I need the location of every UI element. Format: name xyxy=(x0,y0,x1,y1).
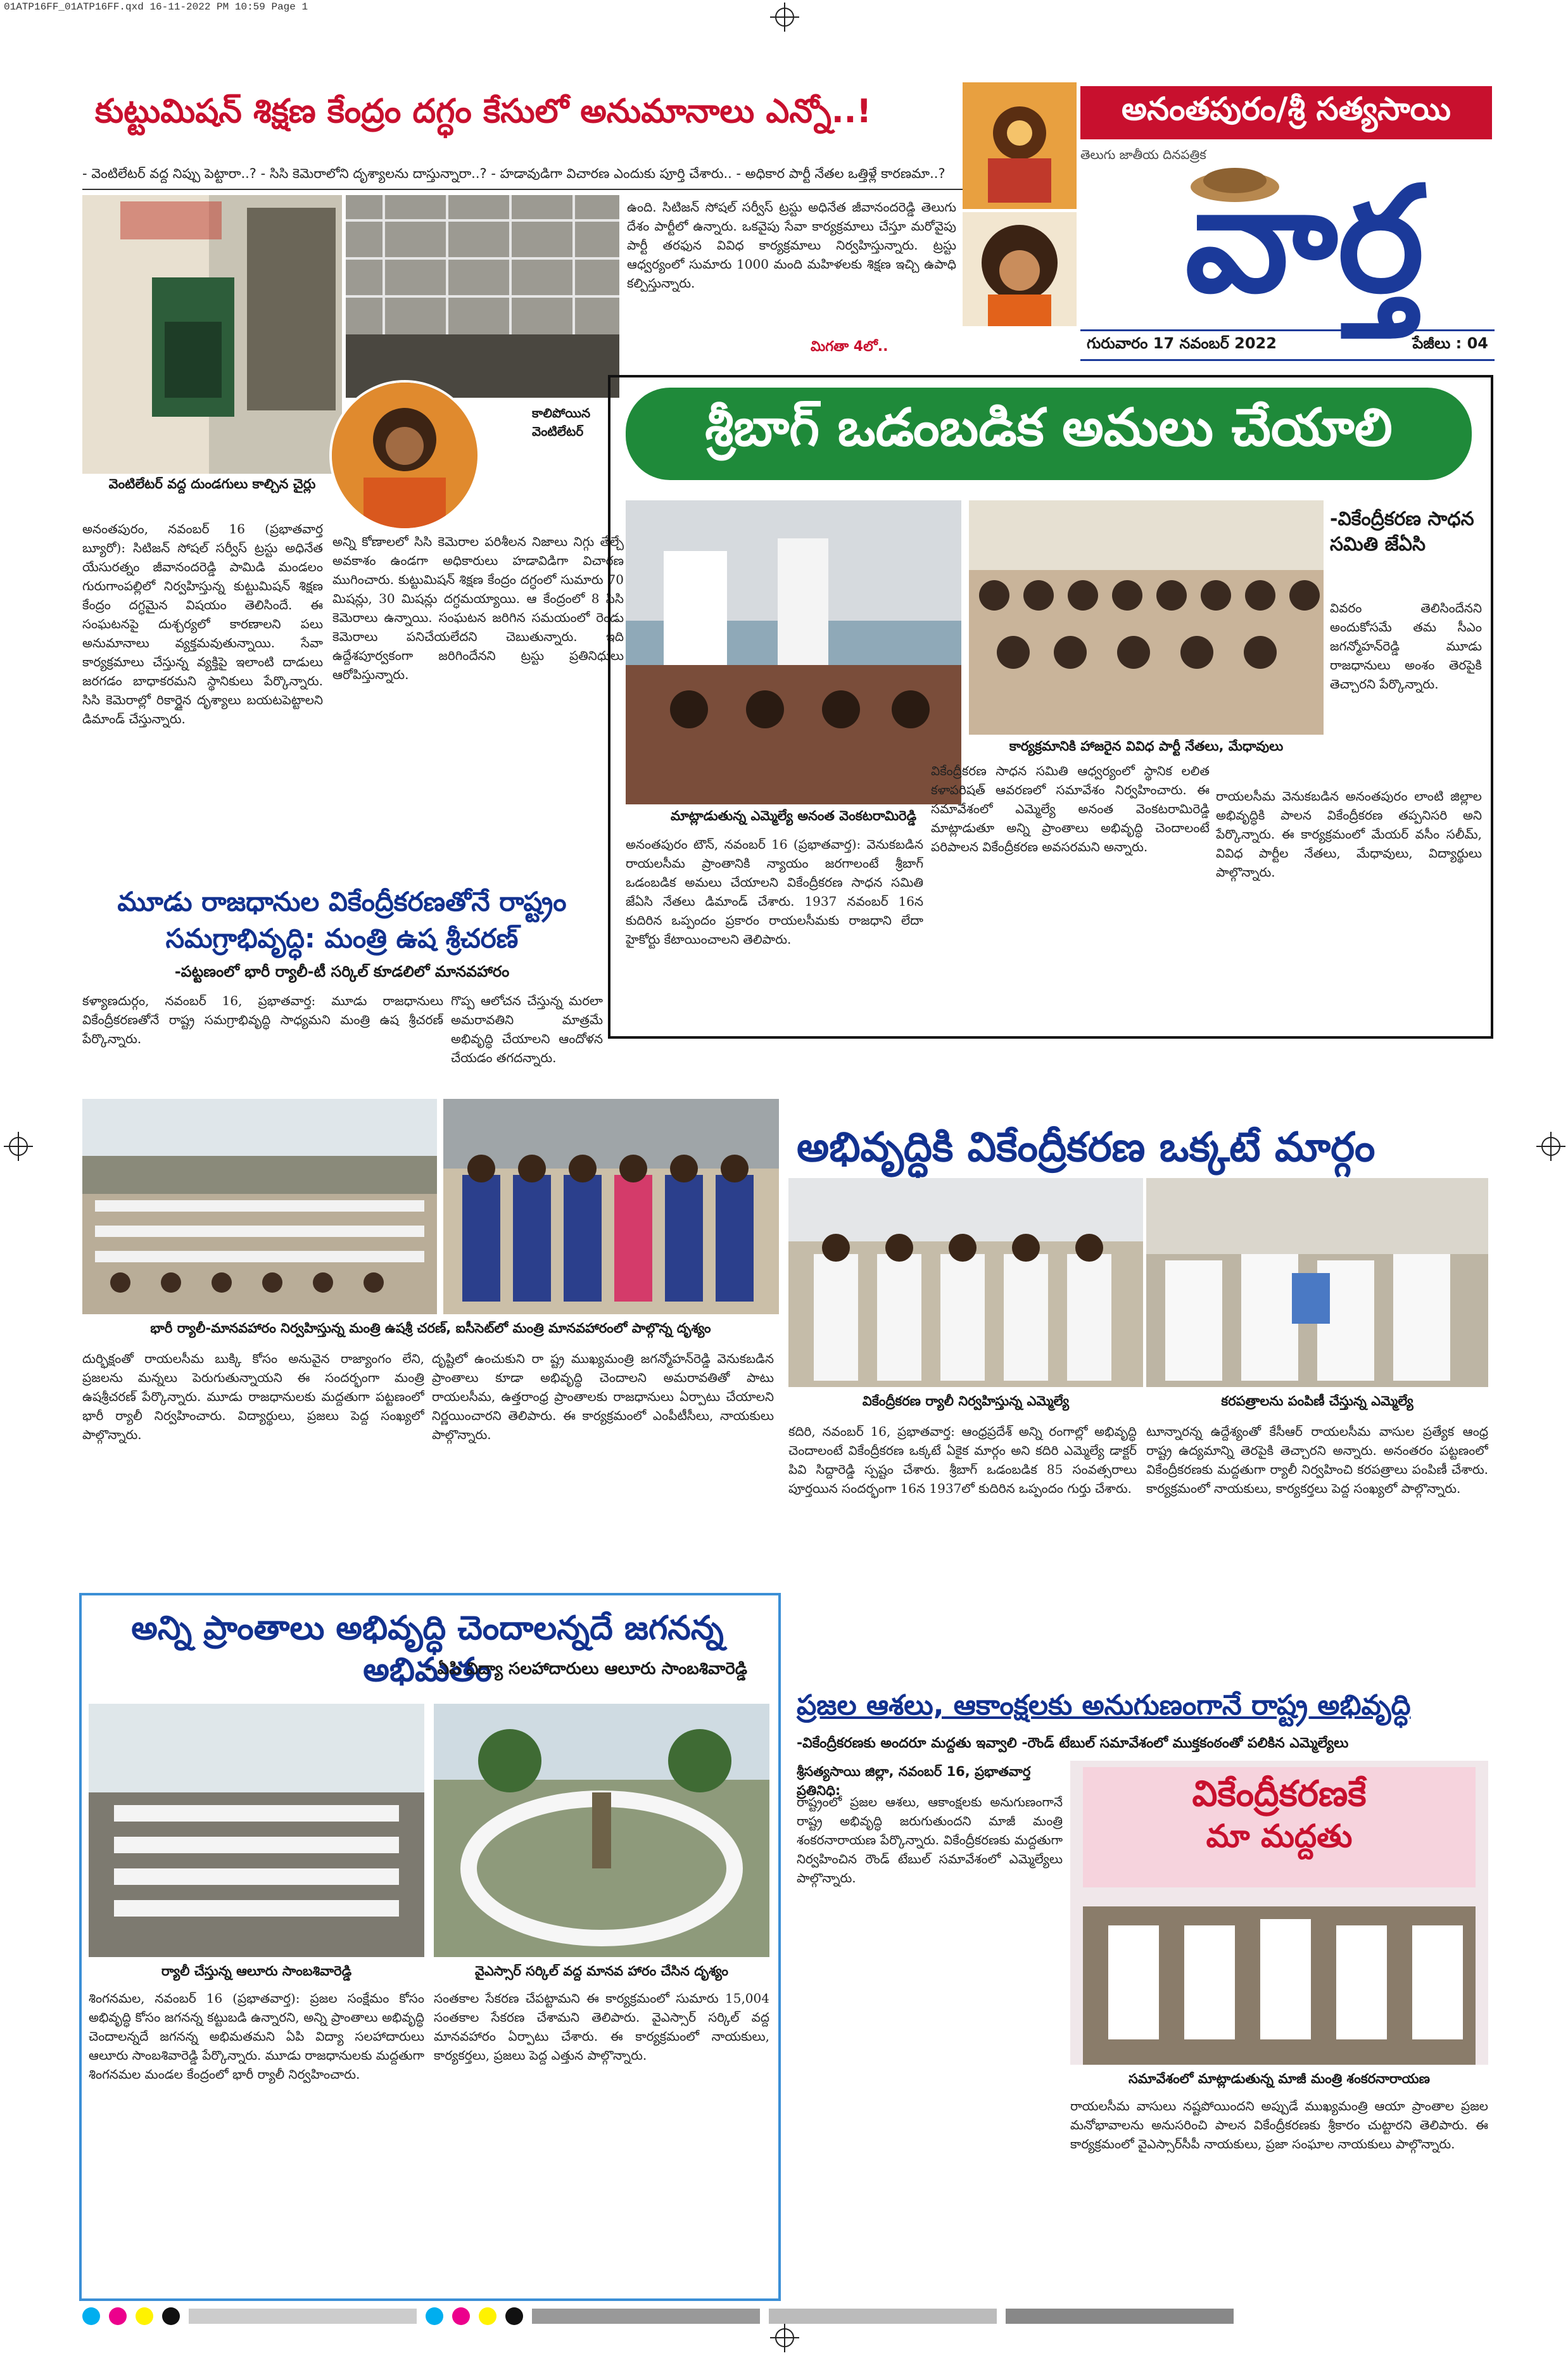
story2-intro: వివరం తెలిసిందేనని అందుకోసమే తమ సీఎం జగన్మోహన్‌రెడ్డి మూడు రాజధానులు అంశం తెరపైకి తెచ్చారని పేర్కొన్నారు. xyxy=(1330,600,1482,692)
sai-baba-photo xyxy=(963,212,1077,326)
story1-portrait xyxy=(329,380,480,531)
story4-headline: అభివృద్ధికి వికేంద్రీకరణ ఒక్కటే మార్గం xyxy=(797,1124,1375,1171)
story3-photo-caption: భారీ ర్యాలీ-మానవహారం నిర్వహిస్తున్న మంత్రి ఉషశ్రీ చరణ్, ఐసీసెట్‌లో మంత్రి మానవహారంలో పాల్గొన్న దృశ్యం xyxy=(150,1321,711,1336)
story2-headline: శ్రీబాగ్ ఒడంబడిక అమలు చేయాలి xyxy=(705,397,1393,458)
story3-subhead: -పట్టణంలో భారీ ర్యాలీ-టీ సర్కిల్ కూడలిలో మానవహారం xyxy=(174,963,510,980)
registration-mark xyxy=(1541,1137,1560,1156)
gray-bar xyxy=(1006,2309,1234,2324)
story3-headline: మూడు రాజధానుల వికేంద్రీకరణతోనే రాష్ట్రం సమగ్రాభివృద్ధి: మంత్రి ఉష శ్రీచరణ్ xyxy=(117,886,567,954)
registration-mark xyxy=(9,1137,28,1156)
color-swatch xyxy=(452,2307,470,2325)
story1-column-1: అనంతపురం, నవంబర్ 16 (ప్రభాతవార్త బ్యూరో): సిటిజన్ సోషల్ సర్వీస్ ట్రస్టు అధినేత యేసురత్నం జీవానందరెడ్డి పామిడి మండలం గురుగాంపల్లిలో నిర్వహిస్తున్న కుట్టుమిషన్ శిక్షణ కేంద్రం దగ్ధమైన విషయం తెలిసిందే. ఈ సంఘటనపై దుశ్చర్యలో కారణాలని పలు అనుమానాలు వ్యక్తమవుతున్నాయి. సేవా కార్యక్రమాలు చేస్తున్న వ్యక్తిపై ఇలాంటి దాడులు జరగడం బాధాకరమని స్థానికులు పేర్కొన్నారు. సిసి కెమెరాల్లో రికార్డైన దృశ్యాలు బయటపెట్టాలని డిమాండ్ చేస్తున్నారు. xyxy=(82,521,323,726)
color-swatch xyxy=(82,2307,100,2325)
color-swatch xyxy=(109,2307,127,2325)
story5-headline: అన్ని ప్రాంతాలు అభివృద్ధి చెందాలన్నదే జగనన్న అభిమతం xyxy=(131,1609,724,1689)
story6-photo-caption: సమావేశంలో మాట్లాడుతున్న మాజీ మంత్రి శంకరనారాయణ xyxy=(1128,2071,1431,2086)
issue-date: గురువారం 17 నవంబర్ 2022 xyxy=(1087,334,1277,352)
color-swatch xyxy=(426,2307,443,2325)
story5-column-2: సంతకాల సేకరణ చేపట్టామని ఈ కార్యక్రమంలో సుమారు 15,004 సంతకాల సేకరణ చేశామని తెలిపారు. వైఎస్సార్ సర్కిల్ వద్ద మానవహారం ఏర్పాటు చేశారు. ఈ కార్యక్రమంలో నాయకులు, కార్యకర్తలు, ప్రజలు పెద్ద ఎత్తున పాల్గొన్నారు. xyxy=(434,1991,769,2063)
story1-subhead: - వెంటిలేటర్ వద్ద నిప్పు పెట్టారా..? - సిసి కెమెరాలోని దృశ్యాలను దాస్తున్నారా..? - హడావుడిగా విచారణ ఎందుకు పూర్తి చేశారు.. - అధికార పార్టీ నేతల ఒత్తిళ్లే కారణమా..? xyxy=(82,166,945,181)
story2-column-3: రాయలసీమ వెనుకబడిన అనంతపురం లాంటి జిల్లాల అభివృద్ధికి పాలన వికేంద్రీకరణ తప్పనిసరి అని పేర్కొన్నారు. ఈ కార్యక్రమంలో మేయర్ వసీం సలీమ్, వివిధ పార్టీల నేతలు, మేధావులు, విద్యార్థులు పాల్గొన్నారు. xyxy=(1216,789,1482,880)
story3-photo-rally xyxy=(82,1099,437,1314)
story6-column-1: రాష్ట్రంలో ప్రజల ఆశలు, ఆకాంక్షలకు అనుగుణంగానే రాష్ట్ర అభివృద్ధి జరుగుతుందని మాజీ మంత్రి శంకరనారాయణ పేర్కొన్నారు. వికేంద్రీకరణకు మద్దతుగా నిర్వహించిన రౌండ్ టేబుల్ సమావేశంలో ఎమ్మెల్యేలు పాల్గొన్నారు. xyxy=(797,1794,1063,1886)
story2-byline: -వికేంద్రీకరణ సాధన సమితి జేఏసి xyxy=(1330,508,1474,555)
story2-headline-banner xyxy=(626,388,1472,480)
story2-photo-speaker xyxy=(626,500,961,804)
story6-subhead: -వికేంద్రీకరణకు అందరూ మద్దతు ఇవ్వాలి -రౌండ్ టేబుల్ సమావేశంలో ముక్తకంఠంతో పలికిన ఎమ్మెల్యేలు xyxy=(797,1735,1349,1751)
story2-photo1-caption: మాట్లాడుతున్న ఎమ్మెల్యే అనంత వెంకటరామిరెడ్డి xyxy=(670,808,917,823)
deity-photo xyxy=(963,82,1077,209)
color-swatch xyxy=(136,2307,153,2325)
story1-photo-chairs xyxy=(82,195,342,474)
story4-column-2: టూన్నారన్న ఉద్దేశ్యంతో కేసీఆర్ రాయలసీమ వాసుల ప్రత్యేక ఆంధ్ర రాష్ట్ర ఉద్యమాన్ని తెరపైకి తెచ్చారని అన్నారు. అనంతరం పట్టణంలో వికేంద్రీకరణకు మద్దతుగా ర్యాలీ నిర్వహించి కరపత్రాలు పంపిణీ చేశారు. కార్యక్రమంలో నాయకులు, కార్యకర్తలు పెద్ద సంఖ్యలో పాల్గొన్నారు. xyxy=(1146,1424,1488,1496)
story3-column-b: దృష్టిలో ఉంచుకుని రా ష్ట్ర ముఖ్యమంత్రి జగన్మోహన్‌రెడ్డి వెనుకబడిన ప్రాంతాలు కూడా అభివృద్ధి చెందాలని అమరావతితో పాటు రాయలసీమ, ఉత్తరాంధ్ర ప్రాంతాలకు రాజధానులు ఏర్పాటు చేయాలని నిర్ణయించారని తెలిపారు. ఈ కార్యక్రమంలో ఎంపీటీసీలు, నాయకులు పాల్గొన్నారు. xyxy=(432,1351,774,1442)
story1-column-3: ఉంది. సిటిజన్ సోషల్ సర్వీస్ ట్రస్టు అధినేత జీవానందరెడ్డి తెలుగు దేశం పార్టీలో ఉన్నారు. ఒకవైపు సేవా కార్యక్రమాలు చేస్తూ మరోవైపు పార్టీ తరఫున వివిధ కార్యక్రమాలు నిర్వహిస్తున్నారు. ట్రస్టు ఆధ్వర్యంలో సుమారు 1000 మంది మహిళలకు శిక్షణ ఇచ్చి ఉపాధి కల్పిస్తున్నారు. xyxy=(627,200,956,291)
story6-banner-line2: మా మద్దతు xyxy=(1206,1818,1353,1854)
story5-byline: - ఏపి విద్యా సలహాదారులు ఆలూరు సాంబశివారెడ్డి xyxy=(424,1659,747,1678)
story4-photo-leaflets xyxy=(1146,1178,1488,1387)
print-slug: 01ATP16FF_01ATP16FF.qxd 16-11-2022 PM 10:59 Page 1 xyxy=(4,1,308,13)
story2-photo2-caption: కార్యక్రమానికి హాజరైన వివిధ పార్టీ నేతలు, మేధావులు xyxy=(1009,738,1284,754)
story4-photo1-caption: వికేంద్రీకరణ ర్యాలీ నిర్వహిస్తున్న ఎమ్మెల్యే xyxy=(862,1393,1070,1409)
story5-photo1-caption: ర్యాలీ చేస్తున్న ఆలూరు సాంబశివారెడ్డి xyxy=(161,1963,352,1979)
gray-bar xyxy=(189,2309,417,2324)
story5-photo2-caption: వైఎస్సార్ సర్కిల్ వద్ద మానవ హారం చేసిన దృశ్యం xyxy=(474,1963,729,1979)
color-swatch xyxy=(505,2307,523,2325)
color-swatch xyxy=(162,2307,180,2325)
registration-mark xyxy=(775,8,794,27)
masthead-title: వార్త xyxy=(1185,156,1424,325)
story2-photo-crowd xyxy=(969,500,1324,735)
story1-photo2-caption: కాలిపోయిన వెంటిలేటర్ xyxy=(532,405,591,439)
story3-photo-human-chain xyxy=(443,1099,779,1314)
story4-photo2-caption: కరపత్రాలను పంపిణీ చేస్తున్న ఎమ్మెల్యే xyxy=(1221,1393,1413,1409)
page-count: పేజీలు : 04 xyxy=(1412,334,1488,352)
story1-photo-ventilator xyxy=(346,195,619,398)
edition-name: అనంతపురం/శ్రీ సత్యసాయి xyxy=(1122,90,1451,127)
story3-column-a: దుర్భిక్షంతో రాయలసీమ బుక్కి కోసం అనువైన రాజ్యాంగం లేని, ప్రజలను మన్నలు పెరుగుతున్నాయని ఈ సందర్భంగా మంత్రి ఉషశ్రీచరణ్ పేర్కొన్నారు. మూడు రాజధానులకు మద్దతుగా పట్టణంలో భారీ ర్యాలీ నిర్వహించారు. విద్యార్థులు, ప్రజలు పెద్ద సంఖ్యలో పాల్గొన్నారు. xyxy=(82,1351,424,1442)
gray-bar xyxy=(532,2309,760,2324)
story3-column-1: కళ్యాణదుర్గం, నవంబర్ 16, ప్రభాతవార్త: మూడు రాజధానులు వికేంద్రీకరణతోనే రాష్ట్ర సమగ్రాభివృద్ధి సాధ్యమని మంత్రి ఉష శ్రీచరణ్ పేర్కొన్నారు. xyxy=(82,993,443,1046)
story6-headline: ప్రజల ఆశలు, ఆకాంక్షలకు అనుగుణంగానే రాష్ట్ర అభివృద్ధి xyxy=(797,1689,1411,1721)
story4-photo-rally xyxy=(788,1178,1143,1387)
story6-dateline: శ్రీసత్యసాయి జిల్లా, నవంబర్ 16, ప్రభాతవార్త ప్రతినిధి: xyxy=(797,1764,1031,1798)
story5-photo-circle xyxy=(434,1704,769,1957)
story5-column-1: శింగనమల, నవంబర్ 16 (ప్రభాతవార్త): ప్రజల సంక్షేమం కోసం అభివృద్ధి కోసం జగనన్న కట్టుబడి ఉన్నారని, అన్ని ప్రాంతాలు అభివృద్ధి చెందాలన్నదే జగనన్న అభిమతమని ఏపి విద్యా సలహాదారులు ఆలూరు సాంబశివారెడ్డి పేర్కొన్నారు. మూడు రాజధానులకు మద్దతుగా శింగనమల మండల కేంద్రంలో భారీ ర్యాలీ నిర్వహించారు. xyxy=(89,1991,424,2082)
story5-photo-rally xyxy=(89,1704,424,1957)
color-swatch xyxy=(479,2307,496,2325)
story4-column-1: కదిరి, నవంబర్ 16, ప్రభాతవార్త: ఆంధ్రప్రదేశ్ అన్ని రంగాల్లో అభివృద్ధి చెందాలంటే వికేంద్రీకరణ ఒక్కటే ఏకైక మార్గం అని కదిరి ఎమ్మెల్యే డాక్టర్ పివి సిద్దారెడ్డి స్పష్టం చేశారు. శ్రీబాగ్ ఒడంబడిక 85 సంవత్సరాలు పూర్తయిన సందర్భంగా 16న 1937లో కుదిరిన ఒప్పందం గుర్తు చేశారు. xyxy=(788,1424,1137,1496)
print-colorbar xyxy=(82,2307,1488,2326)
story1-photo1-caption: వెంటిలేటర్ వద్ద దుండగులు కాల్చిన చైర్లు xyxy=(108,476,316,491)
story1-column-2: అన్ని కోణాలలో సిసి కెమెరాల పరిశీలన నిజాలు నిగ్గు తేల్చే అవకాశం ఉండగా అధికారులు హడావిడిగా విచారణ ముగించారు. కుట్టుమిషన్ శిక్షణ కేంద్రం దగ్ధంలో సుమారు 70 మిషన్లు, 30 మిషన్లు దగ్ధమయ్యాయి. ఆ కేంద్రంలో 8 సిసి కెమెరాలు ఉన్నాయి. సంఘటన జరిగిన సమయంలో రెండు కెమెరాలు పనిచేయలేదని చెబుతున్నారు. ఇది ఉద్దేశపూర్వకంగా జరిగిందేనని ట్రస్టు ప్రతినిధులు ఆరోపిస్తున్నారు. xyxy=(332,534,624,682)
tagline: తెలుగు జాతీయ దినపత్రిక xyxy=(1080,147,1206,162)
registration-mark xyxy=(775,2328,794,2347)
gray-bar xyxy=(769,2309,997,2324)
story2-column-1: అనంతపురం టౌన్, నవంబర్ 16 (ప్రభాతవార్త): వెనుకబడిన రాయలసీమ ప్రాంతానికి న్యాయం జరగాలంటే శ్రీబాగ్ ఒడంబడిక అమలు చేయాలని వికేంద్రీకరణ సాధన సమితి జేఏసి నేతలు డిమాండ్ చేశారు. 1937 నవంబర్ 16న కుదిరిన ఒప్పందం ప్రకారం రాయలసీమకు రాజధాని లేదా హైకోర్టు కేటాయించాలని తెలిపారు. xyxy=(626,837,923,947)
story6-column-2: రాయలసీమ వాసులు నష్టపోయిందని అప్పుడే ముఖ్యమంత్రి ఆయా ప్రాంతాల ప్రజల మనోభావాలను అనుసరించి పాలన వికేంద్రీకరణకు శ్రీకారం చుట్టారని తెలిపారు. ఈ కార్యక్రమంలో వైఎస్సార్‌సీపీ నాయకులు, ప్రజా సంఘాల నాయకులు పాల్గొన్నారు. xyxy=(1070,2098,1488,2152)
masthead xyxy=(963,82,1493,146)
story6-banner-line1: వికేంద్రీకరణకే xyxy=(1192,1773,1367,1815)
story1-headline: కుట్టుమిషన్ శిక్షణ కేంద్రం దగ్ధం కేసులో అనుమానాలు ఎన్నో..! xyxy=(95,92,872,130)
story1-continued: మిగతా 4లో.. xyxy=(811,339,888,355)
story2-column-2: వికేంద్రీకరణ సాధన సమితి ఆధ్వర్యంలో స్థానిక లలిత కళాపరిషత్ ఆవరణలో సమావేశం నిర్వహించారు. ఈ సమావేశంలో ఎమ్మెల్యే అనంత వెంకటరామిరెడ్డి మాట్లాడుతూ అన్ని ప్రాంతాలు అభివృద్ధి చెందాలంటే పరిపాలన వికేంద్రీకరణ అవసరమని అన్నారు. xyxy=(931,763,1210,854)
dateline-bar xyxy=(1080,329,1495,361)
story3-column-2: గొప్ప ఆలోచన చేస్తున్న మరలా అమరావతిని మాత్రమే అభివృద్ధి చేయాలని ఆందోళన చేయడం తగదన్నారు. xyxy=(451,993,603,1065)
divider xyxy=(82,189,963,190)
edition-banner xyxy=(1080,86,1492,139)
